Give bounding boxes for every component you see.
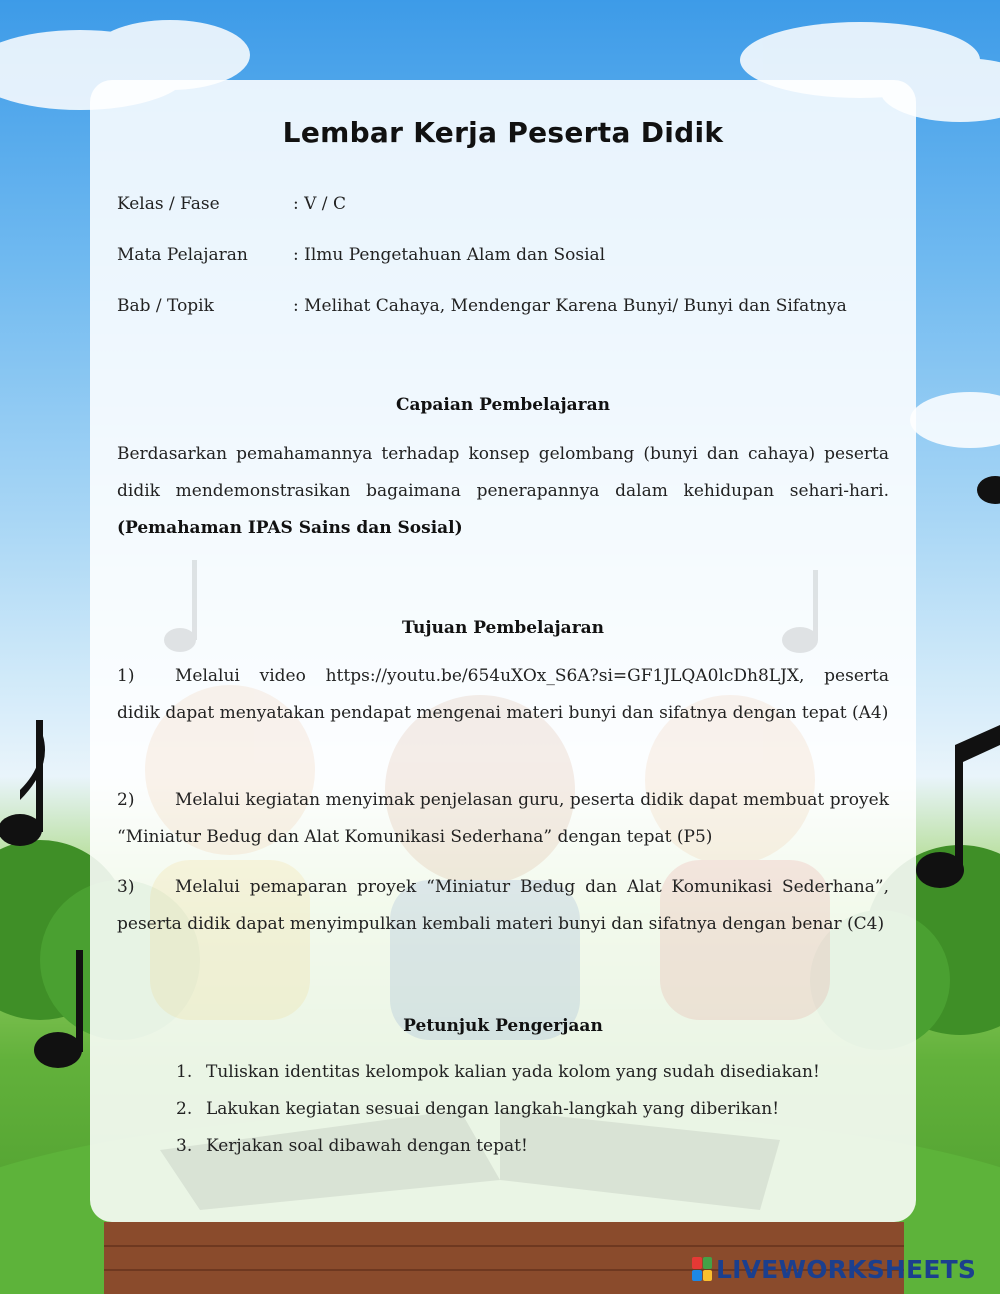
item-number: 2. [176,1099,193,1119]
page-title: Lembar Kerja Peserta Didik [282,116,724,149]
tujuan-item [117,782,889,856]
meta-value: : Ilmu Pengetahuan Alam dan Sosial [293,245,606,265]
tujuan-item [117,869,889,943]
meta-key: Kelas / Fase [117,194,220,214]
tujuan-item [117,658,889,732]
liveworksheets-logo[interactable] [692,1254,976,1284]
item-number: 3. [176,1136,193,1156]
item-text: Melalui video https://youtu.be/654uXOx_S6A?si=GF1JLQA0lcDh8LJX, peserta didik dapat menyatakan pendapat mengenai materi bunyi dan sifatnya dengan tepat (A4) [117,666,889,723]
petunjuk-heading: Petunjuk Pengerjaan [403,1016,603,1036]
liveworksheets-logo-icon [692,1257,712,1281]
list-item [176,1099,779,1119]
capaian-text: Berdasarkan pemahamannya terhadap konsep gelombang (bunyi dan cahaya) peserta didik mendemonstrasikan bagaimana penerapannya dalam kehidupan sehari-hari. [117,444,889,501]
item-number: 1) [117,666,135,686]
meta-value: : V / C [293,194,346,214]
item-number: 1. [176,1062,193,1082]
item-text: Tuliskan identitas kelompok kalian yada kolom yang sudah disediakan! [206,1062,820,1082]
item-text: Kerjakan soal dibawah dengan tepat! [206,1136,528,1156]
capaian-heading: Capaian Pembelajaran [395,395,610,415]
tujuan-heading: Tujuan Pembelajaran [401,618,605,638]
item-number: 3) [117,877,135,897]
item-text: Melalui pemaparan proyek “Miniatur Bedug dan Alat Komunikasi Sederhana”, peserta didik dapat menyimpulkan kembali materi bunyi dan sifatnya dengan benar (C4) [117,877,889,934]
meta-key: Bab / Topik [117,296,214,316]
meta-key: Mata Pelajaran [117,245,248,265]
item-text: Lakukan kegiatan sesuai dengan langkah-langkah yang diberikan! [206,1099,780,1119]
list-item [176,1136,528,1156]
list-item [176,1062,820,1082]
capaian-paragraph [117,436,889,547]
brand-name: LIVEWORKSHEETS [716,1254,977,1284]
capaian-bold-note: (Pemahaman IPAS Sains dan Sosial) [117,518,463,538]
item-text: Melalui kegiatan menyimak penjelasan guru, peserta didik dapat membuat proyek “Miniatur Bedug dan Alat Komunikasi Sederhana” dengan tepat (P5) [117,790,889,847]
meta-value: : Melihat Cahaya, Mendengar Karena Bunyi/ Bunyi dan Sifatnya [293,296,847,316]
item-number: 2) [117,790,135,810]
